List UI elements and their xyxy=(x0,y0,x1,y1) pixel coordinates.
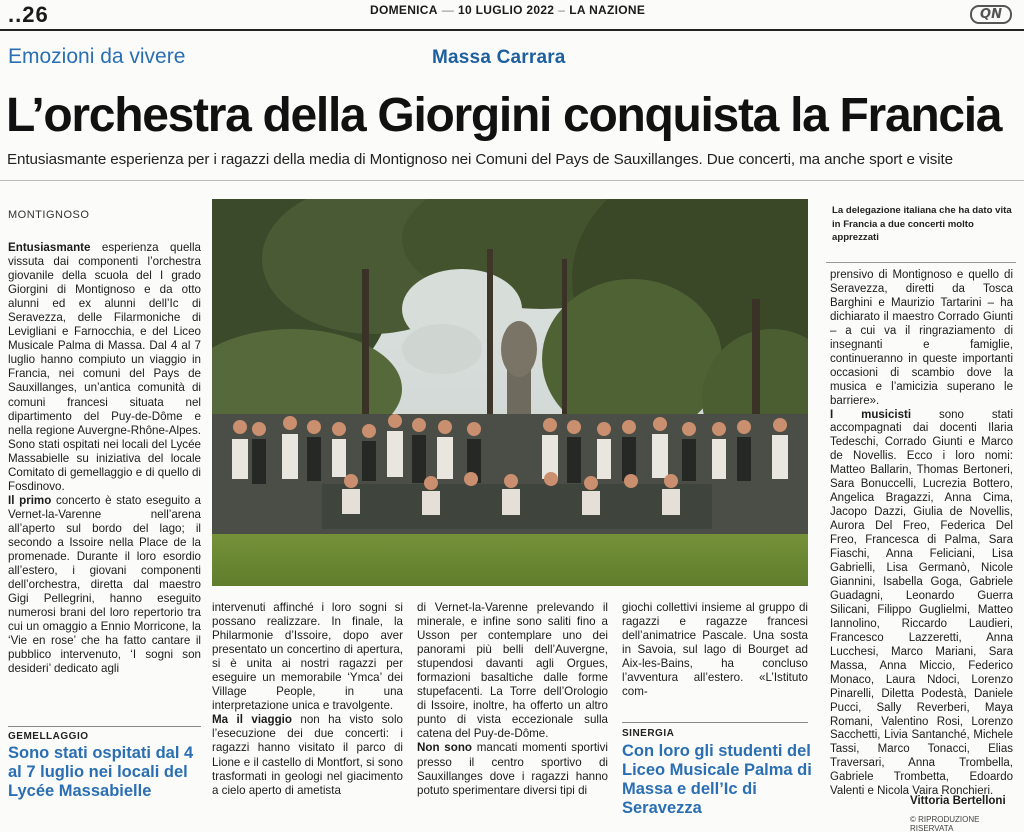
paragraph: non ha visto solo l’esecuzione dei due concerti: i ragazzi hanno visitato il parco di Lione e il castello di Montfort, si sono trasformati in geologi nel giacimento a cielo aperto di ametista xyxy=(212,713,404,797)
box-title: Sono stati ospitati dal 4 al 7 luglio nei locali del Lycée Massabielle xyxy=(8,744,194,800)
paragraph: giochi collettivi insieme al gruppo di ragazzi e ragazze francesi dell’animatrice Pascale. Una sosta in Savoia, sul lago di Bourget ad Aix-les-Bains, ha concluso l’avventura all’estero. «L’Istituto com- xyxy=(622,601,808,699)
author-signature: Vittoria Bertelloni xyxy=(910,795,1006,807)
article-column-3 xyxy=(417,601,608,798)
paragraph: sono stati accompagnati dai docenti Ilaria Tedeschi, Corrado Giunti e Marco de Novellis. Ecco i loro nomi: Matteo Ballarin, Thomas Bertoneri, Sara Bonuccelli, Lucrezia Bottero, Angelica Bragazzi, Anna Cima, Jacopo Dazzi, Giulia de Novellis, Aurora Del Freo, Federica Del Freo, Francesca di Palma, Sara Fiaschi, Anna Feliciani, Lisa Gabrielli, Lisa Germanò, Nicole Giannini, Isabella Goga, Gabriele Guadagni, Leonardo Guerra Silicani, Filippo Guglielmi, Matteo Iannolino, Riccardo Laudieri, Francesco Lazzeretti, Anna Lucchesi, Marco Mariani, Sara Massa, Anna Miccio, Federico Monaco, Laura Ndoci, Lorenzo Pinarelli, Diletta Podestà, Daniele Pucci, Sally Reverberi, Maya Romani, Valentino Rosi, Lorenzo Sacchetti, Livia Santanché, Michele Tassi, Marco Tonacci, Elias Traversari, Anna Trombella, Gabriele Trombetta, Edoardo Valenti e Nicola Vaira Ronchieri. xyxy=(830,408,1014,798)
photo-illustration xyxy=(212,199,808,586)
copyright-notice: © RIPRODUZIONE RISERVATA xyxy=(910,815,980,832)
dateline-bullet: – xyxy=(558,3,566,17)
section-title: Emozioni da vivere xyxy=(8,45,186,68)
article-column-1 xyxy=(8,241,201,676)
article-column-4 xyxy=(622,601,808,699)
paragraph: mancati momenti sportivi presso il centro sportivo di Sauxillanges dove i ragazzi hanno potuto sperimentare diversi tipi di xyxy=(417,741,609,797)
page-number-dots: .. xyxy=(8,2,23,27)
box-label: SINERGIA xyxy=(622,728,675,739)
subheadline: Entusiasmante esperienza per i ragazzi della media di Montignoso nei Comuni del Pays de Sauxillanges. Due concerti, ma anche sport e visite xyxy=(7,151,953,168)
group-photo xyxy=(212,199,808,586)
top-rule xyxy=(0,29,1024,31)
subhead-rule xyxy=(0,180,1024,181)
paragraph: intervenuti affinché i loro sogni si possano realizzare. In finale, la Philarmonie d’Issoire, dopo aver presentato un concertino di apertura, si è unita ai nostri ragazzi per eseguire un memorabile ‘Ymca’ dei Village People, in una interpretazione unica e travolgente. xyxy=(212,601,403,713)
paragraph: esperienza quella vissuta dai componenti l’orchestra giovanile della scuola del I grado Giorgini di Montignoso e da otto alunni ed ex alunni dell’Ic di Seravezza, delle Filarmoniche di Levigliani e Farnocchia, e del Liceo Musicale Palma di Massa. Dal 4 al 7 luglio hanno compiuto un viaggio in Francia, nei comuni del Pays de Sauxillanges, un’antica comunità di comuni francesi situata nel dipartimento del Puy-de-Dôme e nella regione Auvergne-Rhône-Alpes. Sono stati ospitati nei locali del Lycée Massabielle su iniziativa del locale Comitato di gemellaggio e di quello di Fosdinovo. xyxy=(8,241,201,493)
photo-caption: La delegazione italiana che ha dato vita in Francia a due concerti molto apprezzati xyxy=(832,205,1012,243)
lead-word: I musicisti xyxy=(830,408,912,421)
box-rule xyxy=(8,726,201,727)
headline: L’orchestra della Giorgini conquista la Francia xyxy=(6,89,1002,142)
lead-word: Non sono xyxy=(417,741,472,755)
city-section: Massa Carrara xyxy=(432,47,566,68)
lead-word: Entusiasmante xyxy=(8,241,91,254)
lead-word: Ma il viaggio xyxy=(212,713,292,727)
page-number-value: 26 xyxy=(22,2,49,27)
dateline-date: 10 LUGLIO 2022 xyxy=(458,3,555,17)
qn-logo: QN xyxy=(970,5,1012,24)
box-rule xyxy=(622,722,808,723)
box-title: Con loro gli studenti del Liceo Musicale Palma di Massa e dell’Ic di Seravezza xyxy=(622,742,812,817)
location-tag: MONTIGNOSO xyxy=(8,209,90,221)
page-number xyxy=(8,2,49,28)
dateline xyxy=(370,3,645,17)
paragraph: concerto è stato eseguito a Vernet-la-Varenne nell’arena all’aperto sul bordo del lago; il secondo a Issoire nella Place de la promenade. Durante il loro esordio all’estero, i giovani componenti dell’orchestra, diretta dal maestro Gigi Pellegrini, hanno eseguito numerosi brani del loro repertorio tra cui un omaggio a Ennio Morricone, la ‘Vie en rose’ che ha fatto cantare il pubblico intervenuto, ‘I sogni son desideri’ dedicato agli xyxy=(8,493,202,676)
paragraph: prensivo di Montignoso e quello di Seravezza, diretti da Tosca Barghini e Maurizio Tartarini – ha dichiarato il maestro Corrado Giunti – a cui va il ringraziamento di insegnanti e famiglie, continueranno in queste importanti occasioni di scambio dove la musica e l’amicizia superano le barriere». xyxy=(830,269,1013,407)
box-label: GEMELLAGGIO xyxy=(8,731,89,742)
dateline-newspaper: LA NAZIONE xyxy=(569,3,646,17)
dateline-day: DOMENICA xyxy=(370,3,438,17)
paragraph: di Vernet-la-Varenne prelevando il minerale, e infine sono saliti fino a Usson per contemplare uno dei panorami più belli dell’Auvergne, stupendosi davanti agli Orgues, formazioni basaltiche dalle forme stupefacenti. La Torre dell’Orologio di Issoire, inoltre, ha offerto un altro punto di vista eccezionale sulla catena del Puy-de-Dôme. xyxy=(417,601,608,741)
caption-rule xyxy=(826,262,1016,263)
lead-word: Il primo xyxy=(8,493,52,507)
article-column-2 xyxy=(212,601,403,798)
dateline-separator: — xyxy=(441,3,455,17)
article-column-5 xyxy=(830,269,1013,799)
